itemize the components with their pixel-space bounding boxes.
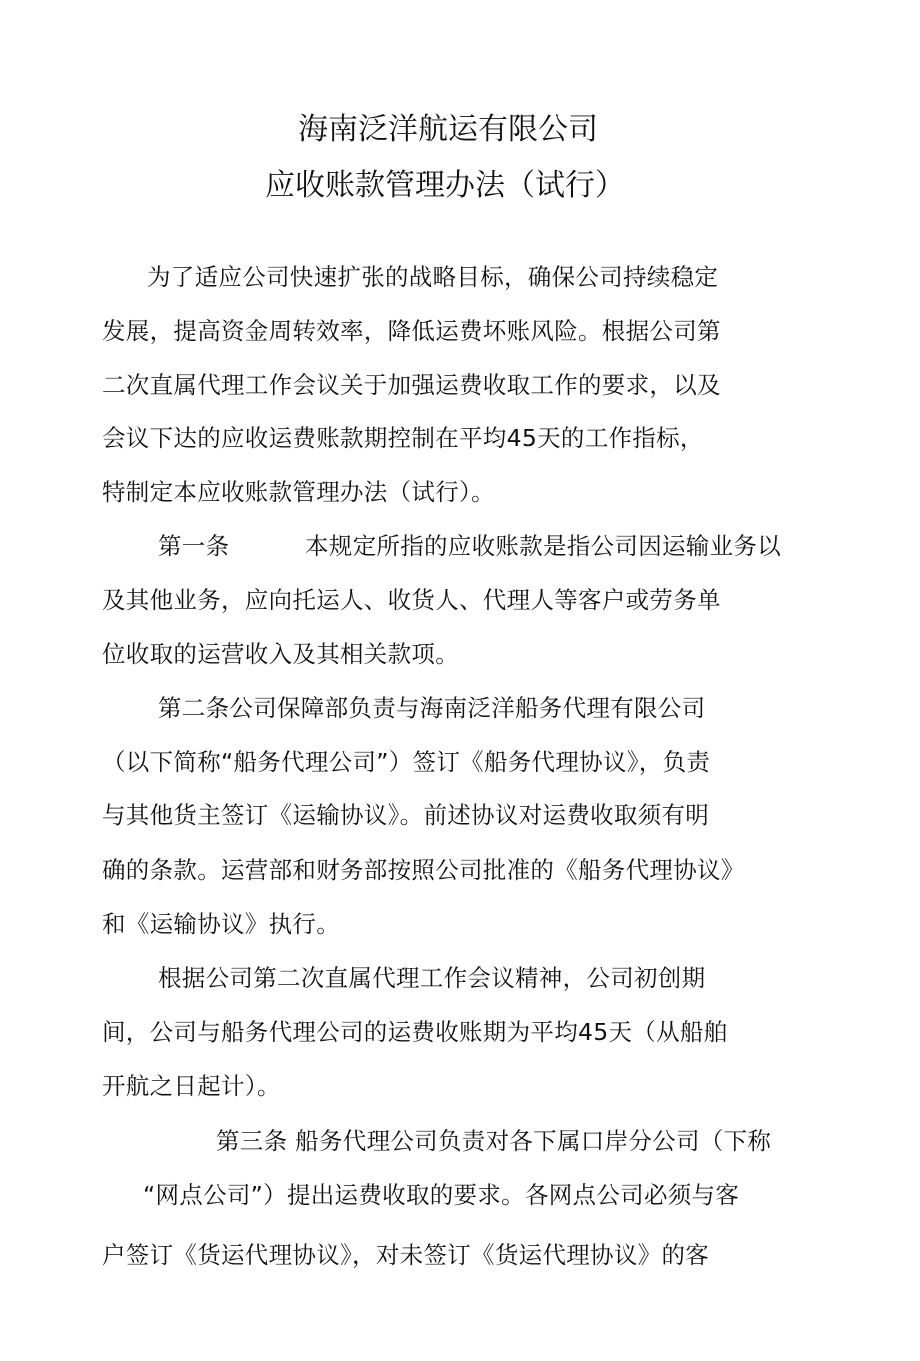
paragraph-line: 第三条 船务代理公司负责对各下属口岸分公司（下称 — [216, 1127, 772, 1155]
paragraph-line: 本规定所指的应收账款是指公司因运输业务以 — [305, 532, 781, 560]
paragraph-line: 和《运输协议》执行。 — [102, 910, 340, 938]
paragraph-line: （以下简称“船务代理公司”）签订《船务代理协议》，负责 — [102, 748, 711, 776]
paragraph-line: 位收取的运营收入及其相关款项。 — [102, 640, 459, 668]
paragraph-line: 二次直属代理工作会议关于加强运费收取工作的要求，以及 — [102, 371, 721, 399]
paragraph-line: 发展，提高资金周转效率，降低运费坏账风险。根据公司第 — [102, 317, 721, 345]
paragraph-line: 开航之日起计）。 — [102, 1072, 281, 1100]
article-1-label: 第一条 — [158, 532, 230, 560]
paragraph-line: 间，公司与船务代理公司的运费收账期为平均45天（从船舶 — [102, 1018, 728, 1046]
paragraph-line: 户签订《货运代理协议》，对未签订《货运代理协议》的客 — [102, 1241, 710, 1269]
paragraph-line: “网点公司”）提出运费收取的要求。各网点公司必须与客 — [143, 1181, 740, 1209]
paragraph-line: 会议下达的应收运费账款期控制在平均45天的工作指标， — [102, 424, 704, 452]
paragraph-line: 及其他业务，应向托运人、收货人、代理人等客户或劳务单 — [102, 586, 721, 614]
paragraph-line: 确的条款。运营部和财务部按照公司批准的《船务代理协议》 — [102, 856, 745, 884]
paragraph-line: 特制定本应收账款管理办法（试行）。 — [102, 478, 495, 506]
paragraph-line: 第二条公司保障部负责与海南泛洋船务代理有限公司 — [158, 694, 706, 722]
paragraph-line: 与其他货主签订《运输协议》。前述协议对运费收取须有明 — [102, 801, 710, 829]
company-title: 海南泛洋航运有限公司 — [298, 112, 598, 147]
document-title: 应收账款管理办法（试行） — [265, 168, 625, 203]
paragraph-line: 根据公司第二次直属代理工作会议精神，公司初创期 — [158, 964, 706, 992]
paragraph-line: 为了适应公司快速扩张的战略目标，确保公司持续稳定 — [147, 263, 719, 291]
